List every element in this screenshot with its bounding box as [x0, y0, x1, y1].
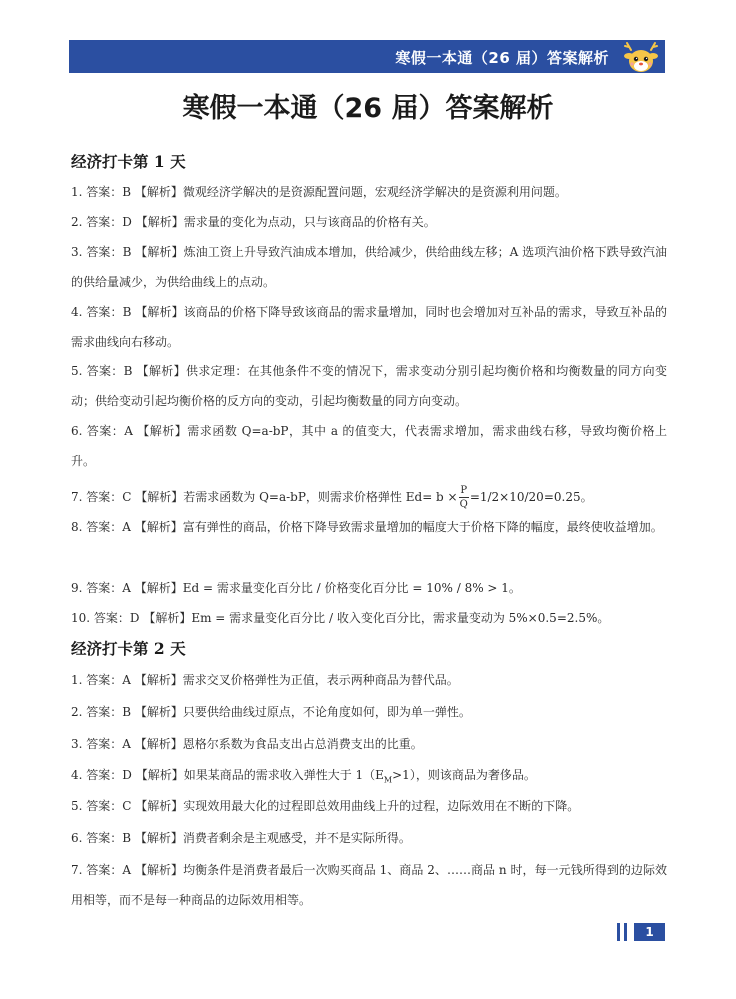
cartoon-deer-icon: [621, 40, 661, 78]
fraction-numerator: P: [460, 485, 468, 496]
answer-item: 7. 答案：A 【解析】均衡条件是消费者最后一次购买商品 1、商品 2、……商品 n 时，每一元钱所得到的边际效用相等，而不是每一种商品的边际效用相等。: [71, 863, 667, 907]
section-title-day1: 经济打卡第 1 天: [71, 152, 186, 171]
answer-item: 4. 答案：B 【解析】该商品的价格下降导致该商品的需求量增加，同时也会增加对互补品的需求，导致互补品的需求曲线向右移动。: [71, 305, 667, 349]
fraction-denominator: Q: [459, 499, 468, 510]
section-title-day2: 经济打卡第 2 天: [71, 639, 186, 658]
answer-item: 1. 答案：A 【解析】需求交叉价格弹性为正值，表示两种商品为替代品。: [71, 673, 459, 687]
formula-suffix: =1/2×10/20=0.25。: [469, 490, 593, 504]
answer-item-formula: [71, 482, 667, 512]
answer-item: 1. 答案：B 【解析】微观经济学解决的是资源配置问题，宏观经济学解决的是资源利用问题。: [71, 185, 567, 199]
answer-item: 6. 答案：A 【解析】需求函数 Q=a-bP，其中 a 的值变大，代表需求增加，需求曲线右移，导致均衡价格上升。: [71, 424, 667, 468]
header-bar: [69, 40, 665, 73]
item-prefix: 4. 答案：D 【解析】如果某商品的需求收入弹性大于 1（E: [71, 768, 384, 782]
answer-item: 5. 答案：C 【解析】实现效用最大化的过程即总效用曲线上升的过程，边际效用在不断的下降。: [71, 799, 580, 813]
answer-item: 10. 答案：D 【解析】Em = 需求量变化百分比 / 收入变化百分比，需求量变动为 5%×0.5=2.5%。: [71, 611, 610, 625]
page-number: 1: [634, 923, 665, 941]
answer-item: 8. 答案：A 【解析】富有弹性的商品，价格下降导致需求量增加的幅度大于价格下降的幅度，最终使收益增加。: [71, 520, 663, 534]
header-title: 寒假一本通（26 届）答案解析: [395, 49, 609, 67]
answer-item: 9. 答案：A 【解析】Ed = 需求量变化百分比 / 价格变化百分比 = 10% / 8% > 1。: [71, 581, 521, 595]
answer-item: 3. 答案：A 【解析】恩格尔系数为食品支出占总消费支出的比重。: [71, 737, 423, 751]
answer-item: 2. 答案：B 【解析】只要供给曲线过原点，不论角度如何，即为单一弹性。: [71, 705, 471, 719]
page-stripe: [624, 923, 627, 941]
answer-item: 6. 答案：B 【解析】消费者剩余是主观感受，并不是实际所得。: [71, 831, 411, 845]
answer-item: 3. 答案：B 【解析】炼油工资上升导致汽油成本增加，供给减少，供给曲线左移；A 选项汽油价格下跌导致汽油的供给量减少，为供给曲线上的点动。: [71, 245, 667, 289]
elasticity-fraction: [459, 484, 469, 511]
answer-item: 5. 答案：B 【解析】供求定理：在其他条件不变的情况下，需求变动分别引起均衡价格和均衡数量的同方向变动；供给变动引起均衡价格的反方向的变动，引起均衡数量的同方向变动。: [71, 364, 667, 408]
page-stripe: [617, 923, 620, 941]
answer-item: 2. 答案：D 【解析】需求量的变化为点动，只与该商品的价格有关。: [71, 215, 436, 229]
page-title: 寒假一本通（26 届）答案解析: [182, 93, 554, 124]
subscript-m: M: [383, 775, 393, 785]
item-suffix: >1），则该商品为奢侈品。: [392, 768, 536, 782]
formula-prefix: 7. 答案：C 【解析】若需求函数为 Q=a-bP，则需求价格弹性 Ed= b ×: [71, 490, 458, 504]
